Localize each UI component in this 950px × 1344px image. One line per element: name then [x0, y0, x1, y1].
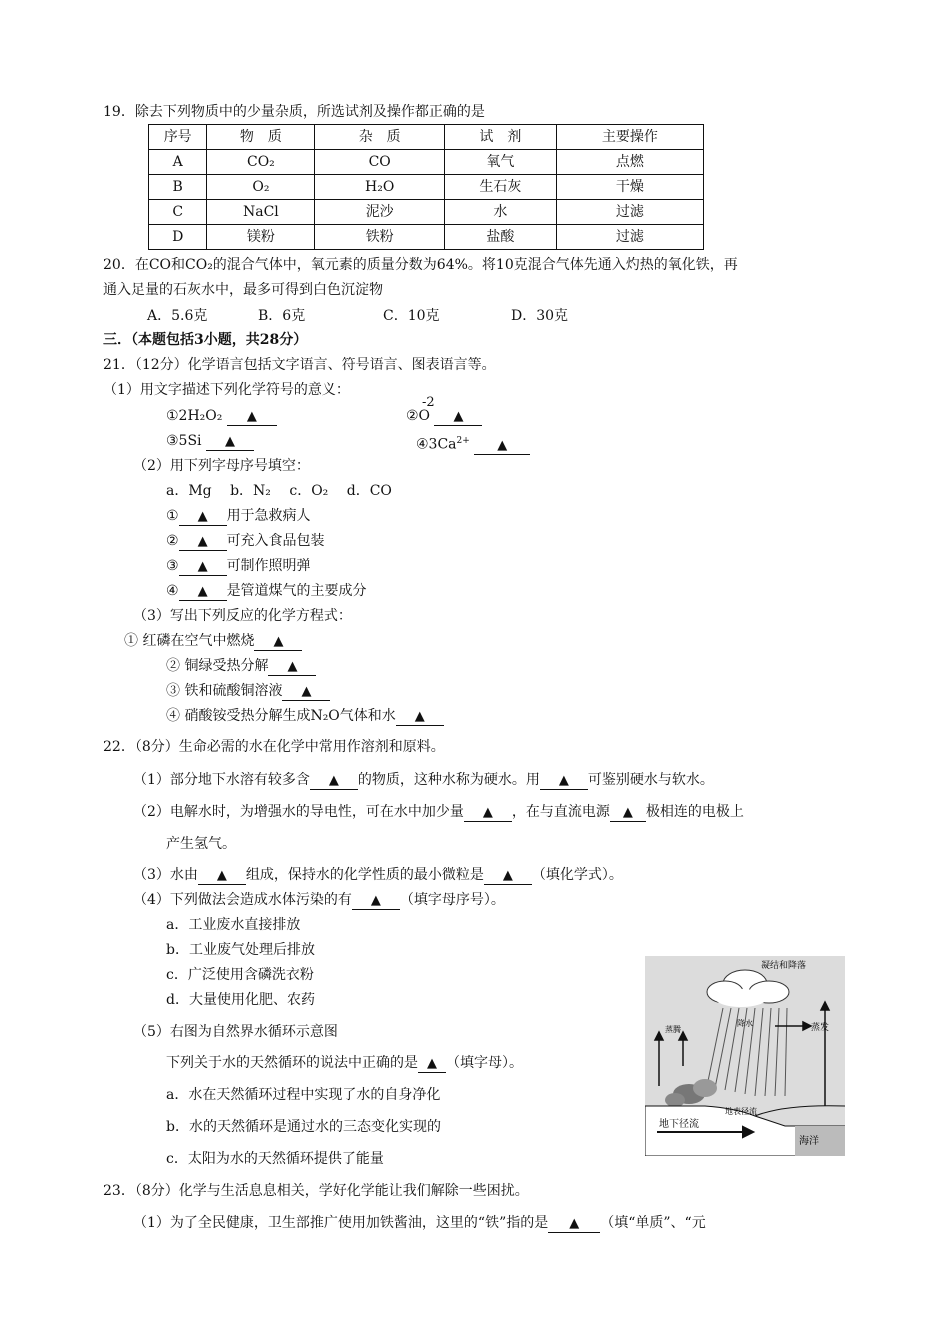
- figure-label: 蒸腾: [665, 1025, 681, 1034]
- q23-part1: [133, 1214, 706, 1233]
- answer-blank[interactable]: [254, 633, 302, 651]
- q21-eq-3: [166, 682, 330, 701]
- answer-blank[interactable]: [206, 433, 254, 451]
- table-cell: NaCl: [207, 200, 315, 225]
- q22-option: d．大量使用化肥、农药: [166, 992, 315, 1008]
- triangle-icon: ▲: [197, 534, 208, 549]
- q22-option: a．工业废水直接排放: [166, 917, 301, 933]
- triangle-icon: ▲: [622, 805, 633, 820]
- q21-fill-3: ③ ▲ 可制作照明弹: [166, 558, 311, 574]
- triangle-icon: ▲: [414, 709, 425, 724]
- q22-option: b．水的天然循环是通过水的三态变化实现的: [166, 1119, 441, 1135]
- q21-stem: 21．（12分）化学语言包括文字语言、符号语言、图表语言等。: [103, 357, 496, 373]
- table-cell: 过滤: [556, 200, 703, 225]
- header-cell: 序号: [149, 125, 207, 150]
- q21-letters: a．Mg b．N₂ c．O₂ d．CO: [166, 483, 392, 499]
- charge-label: 2+: [456, 436, 470, 446]
- q22-option: c．广泛使用含磷洗衣粉: [166, 967, 314, 983]
- figure-label: 凝结和降落: [761, 961, 807, 971]
- header-cell: 主要操作: [556, 125, 703, 150]
- symbol-text: ①2H₂O₂: [166, 408, 223, 424]
- q21-part2: （2）用下列字母序号填空：: [133, 458, 310, 474]
- q20-option-b: B．6克: [258, 308, 306, 324]
- header-cell: 试 剂: [445, 125, 557, 150]
- part-text: （4）下列做法会造成水体污染的有: [133, 892, 352, 908]
- eq-text: ② 铜绿受热分解: [166, 658, 269, 674]
- water-cycle-figure: [645, 956, 845, 1156]
- table-cell: D: [149, 225, 207, 250]
- header-cell: 物 质: [207, 125, 315, 150]
- section-heading: 三．（本题包括3小题，共28分）: [103, 332, 308, 348]
- triangle-icon: ▲: [370, 893, 381, 908]
- q21-part3: （3）写出下列反应的化学方程式：: [133, 608, 352, 624]
- table-cell: 点燃: [556, 150, 703, 175]
- triangle-icon: ▲: [197, 584, 208, 599]
- part-text: （填化学式）。: [531, 867, 623, 883]
- part-text: （1）部分地下水溶有较多含: [133, 772, 310, 788]
- answer-blank[interactable]: [540, 772, 588, 790]
- part-text: （填字母序号）。: [399, 892, 505, 908]
- answer-blank[interactable]: [418, 1055, 446, 1073]
- triangle-icon: ▲: [502, 868, 513, 883]
- q22-part5: （5）右图为自然界水循环示意图: [133, 1024, 338, 1040]
- triangle-icon: ▲: [453, 409, 464, 424]
- q22-part4: [133, 891, 505, 910]
- triangle-icon: ▲: [246, 409, 257, 424]
- triangle-icon: ▲: [197, 559, 208, 574]
- answer-blank[interactable]: [227, 408, 277, 426]
- table-header-row: [149, 125, 704, 150]
- valence-label: -2: [422, 395, 435, 410]
- part-text: （填字母）。: [446, 1055, 523, 1071]
- eq-text: ③ 铁和硫酸铜溶液: [166, 683, 283, 699]
- triangle-icon: ▲: [287, 659, 298, 674]
- triangle-icon: ▲: [301, 684, 312, 699]
- answer-blank[interactable]: [548, 1215, 600, 1233]
- part-text: 的物质，这种水称为硬水。用: [357, 772, 540, 788]
- table-cell: 镁粉: [207, 225, 315, 250]
- answer-blank[interactable]: [610, 804, 646, 822]
- triangle-icon: ▲: [569, 1216, 580, 1231]
- triangle-icon: ▲: [497, 437, 508, 453]
- answer-blank[interactable]: [179, 558, 227, 576]
- table-cell: A: [149, 150, 207, 175]
- q23-stem: 23．（8分）化学与生活息息相关，学好化学能让我们解除一些困扰。: [103, 1183, 529, 1199]
- q22-option: c．太阳为水的天然循环提供了能量: [166, 1151, 384, 1167]
- q21-eq-2: [166, 657, 316, 676]
- answer-blank[interactable]: [282, 683, 330, 701]
- q20-option-c: C．10克: [383, 308, 440, 324]
- triangle-icon: ▲: [427, 1056, 437, 1071]
- table-cell: 泥沙: [315, 200, 445, 225]
- q22-part2: [133, 803, 744, 822]
- q21-eq-4: [166, 707, 444, 726]
- table-cell: 过滤: [556, 225, 703, 250]
- part-text: （1）为了全民健康，卫生部推广使用加铁酱油，这里的“铁”指的是: [133, 1215, 549, 1231]
- eq-text: ① 红磷在空气中燃烧: [124, 633, 255, 649]
- answer-blank[interactable]: [310, 772, 358, 790]
- q19-stem: 19．除去下列物质中的少量杂质，所选试剂及操作都正确的是: [103, 104, 485, 120]
- table-cell: C: [149, 200, 207, 225]
- triangle-icon: ▲: [197, 509, 208, 524]
- q22-option: a．水在天然循环过程中实现了水的自身净化: [166, 1087, 441, 1103]
- fill-text: 可制作照明弹: [226, 558, 311, 574]
- triangle-icon: ▲: [328, 773, 339, 788]
- figure-label: 海洋: [799, 1136, 819, 1147]
- part-text: ，在与直流电源: [511, 804, 610, 820]
- table-row: [149, 150, 704, 175]
- part-text: 极相连的电极上: [645, 804, 744, 820]
- q21-symbol-4: [416, 432, 530, 455]
- symbol-text: ③5Si: [166, 433, 202, 449]
- table-cell: CO: [315, 150, 445, 175]
- fill-text: 是管道煤气的主要成分: [226, 583, 367, 599]
- triangle-icon: ▲: [558, 773, 569, 788]
- q21-part1: （1）用文字描述下列化学符号的意义：: [103, 382, 350, 398]
- q20-option-a: A．5.6克: [147, 308, 208, 324]
- table-cell: 水: [445, 200, 557, 225]
- table-cell: O₂: [207, 175, 315, 200]
- answer-blank[interactable]: [179, 508, 227, 526]
- eq-text: ④ 硝酸铵受热分解生成N₂O气体和水: [166, 708, 396, 724]
- figure-label: 地下径流: [659, 1119, 699, 1130]
- table-row: [149, 225, 704, 250]
- q21-eq-1: [124, 632, 302, 651]
- answer-blank[interactable]: [198, 867, 246, 885]
- q19-table: [148, 124, 704, 250]
- table-cell: 铁粉: [315, 225, 445, 250]
- answer-blank[interactable]: [179, 583, 227, 601]
- part-text: （3）水由: [133, 867, 198, 883]
- answer-blank[interactable]: [484, 867, 532, 885]
- figure-label: 地表径流: [725, 1107, 757, 1116]
- part-text: （填“单质”、“元: [600, 1215, 706, 1231]
- table-cell: 干燥: [556, 175, 703, 200]
- q22-part2-cont: 产生氢气。: [166, 836, 236, 852]
- fill-text: 可充入食品包装: [226, 533, 325, 549]
- symbol-text: ④3Ca: [416, 436, 457, 453]
- answer-blank[interactable]: [434, 408, 482, 426]
- q20-line1: 20．在CO和CO₂的混合气体中，氧元素的质量分数为64%。将10克混合气体先通入灼热的氧化铁，再: [103, 257, 738, 273]
- triangle-icon: ▲: [224, 434, 235, 449]
- part-text: （2）电解水时，为增强水的导电性，可在水中加少量: [133, 804, 464, 820]
- q21-fill-4: ④ ▲ 是管道煤气的主要成分: [166, 583, 367, 599]
- q22-part5-question: [166, 1054, 523, 1073]
- answer-blank[interactable]: [352, 892, 400, 910]
- table-cell: B: [149, 175, 207, 200]
- q22-part1: [133, 771, 714, 790]
- figure-label: 降水: [737, 1019, 753, 1028]
- fill-text: 用于急救病人: [226, 508, 311, 524]
- q21-symbol-2: [406, 395, 482, 426]
- triangle-icon: ▲: [216, 868, 227, 883]
- table-cell: H₂O: [315, 175, 445, 200]
- table-cell: CO₂: [207, 150, 315, 175]
- q20-line2: 通入足量的石灰水中，最多可得到白色沉淀物: [103, 282, 383, 298]
- figure-label: 蒸发: [811, 1023, 830, 1033]
- table-cell: 生石灰: [445, 175, 557, 200]
- answer-blank[interactable]: [474, 437, 530, 455]
- answer-blank[interactable]: [464, 804, 512, 822]
- q20-option-d: D．30克: [511, 308, 569, 324]
- part-text: 下列关于水的天然循环的说法中正确的是: [166, 1055, 418, 1071]
- table-cell: 氧气: [445, 150, 557, 175]
- header-cell: 杂 质: [315, 125, 445, 150]
- table-row: [149, 175, 704, 200]
- answer-blank[interactable]: [268, 658, 316, 676]
- triangle-icon: ▲: [273, 634, 284, 649]
- answer-blank[interactable]: [396, 708, 444, 726]
- symbol-text: ②O: [406, 408, 431, 424]
- q22-option: b．工业废气处理后排放: [166, 942, 315, 958]
- table-row: [149, 200, 704, 225]
- answer-blank[interactable]: [179, 533, 227, 551]
- q22-part3: [133, 866, 623, 885]
- q21-symbol-1: [166, 407, 277, 426]
- q22-stem: 22．（8分）生命必需的水在化学中常用作溶剂和原料。: [103, 739, 445, 755]
- part-text: 可鉴别硬水与软水。: [587, 772, 714, 788]
- q21-symbol-3: [166, 432, 254, 451]
- table-cell: 盐酸: [445, 225, 557, 250]
- triangle-icon: ▲: [482, 805, 493, 820]
- q21-fill-2: ② ▲ 可充入食品包装: [166, 533, 325, 549]
- part-text: 组成，保持水的化学性质的最小微粒是: [245, 867, 484, 883]
- q21-fill-1: ① ▲ 用于急救病人: [166, 508, 311, 524]
